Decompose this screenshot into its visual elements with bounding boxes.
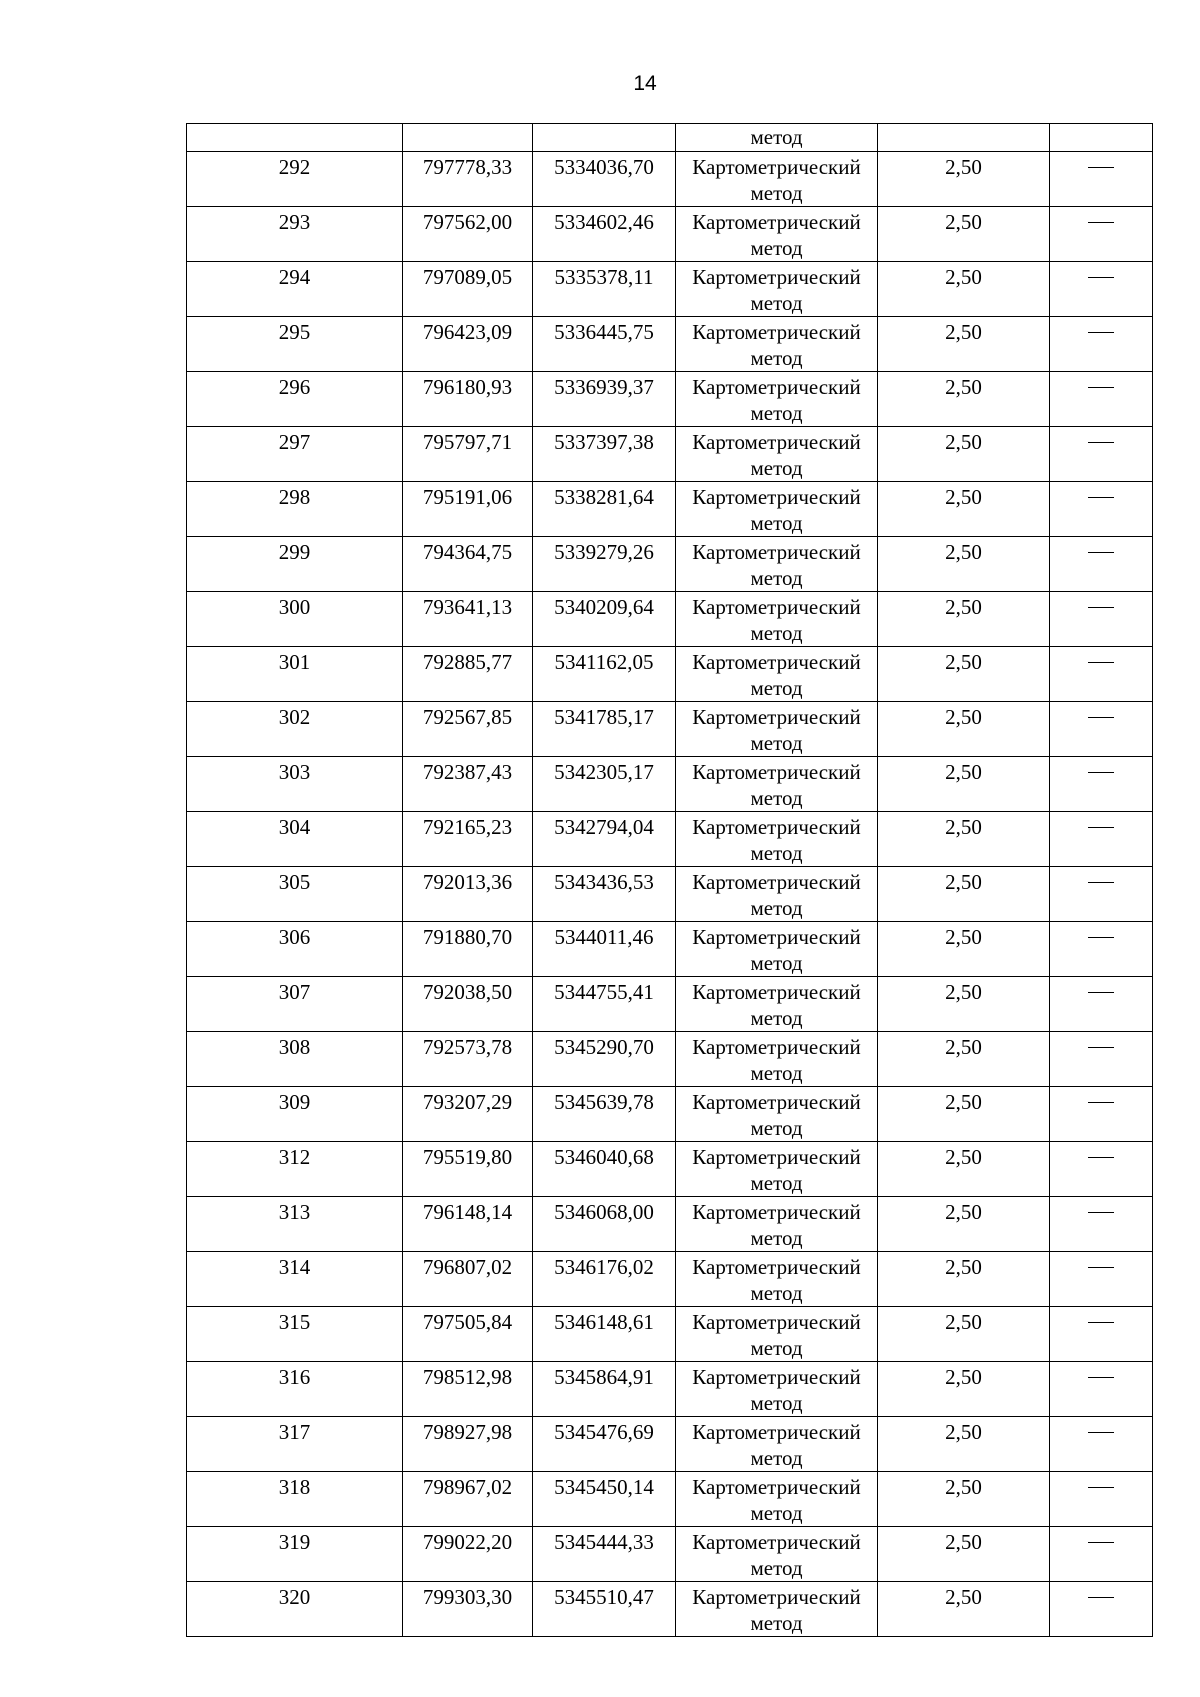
cell-accuracy: 2,50 [878, 1527, 1050, 1582]
dash-icon [1088, 1542, 1114, 1543]
cell-method [676, 427, 878, 482]
table-row [187, 482, 1153, 537]
cell-method [676, 537, 878, 592]
cell-method [676, 1472, 878, 1527]
cell-description [1050, 207, 1153, 262]
cell-point: 301 [187, 647, 403, 702]
method-line-1: Картометрический [692, 650, 861, 674]
table-row [187, 812, 1153, 867]
cell-accuracy: 2,50 [878, 1307, 1050, 1362]
method-line-1: Картометрический [692, 1035, 861, 1059]
cell-point: 314 [187, 1252, 403, 1307]
cell-point: 318 [187, 1472, 403, 1527]
cell-method [676, 207, 878, 262]
dash-icon [1088, 1102, 1114, 1103]
cell-method [676, 757, 878, 812]
cell-x: 792165,23 [403, 812, 533, 867]
dash-icon [1088, 222, 1114, 223]
cell-description [1050, 262, 1153, 317]
cell-x: 798512,98 [403, 1362, 533, 1417]
cell-point: 297 [187, 427, 403, 482]
method-line-1: Картометрический [692, 925, 861, 949]
dash-icon [1088, 827, 1114, 828]
cell-x: 796807,02 [403, 1252, 533, 1307]
cell-accuracy: 2,50 [878, 977, 1050, 1032]
cell-description [1050, 1307, 1153, 1362]
table-row [187, 922, 1153, 977]
cell-accuracy: 2,50 [878, 922, 1050, 977]
cell-accuracy: 2,50 [878, 1087, 1050, 1142]
coordinates-table [186, 123, 1153, 1637]
cell-x: 796148,14 [403, 1197, 533, 1252]
cell-x: 794364,75 [403, 537, 533, 592]
method-line-1: Картометрический [692, 760, 861, 784]
cell-description [1050, 592, 1153, 647]
cell-point: 304 [187, 812, 403, 867]
cell-y: 5345510,47 [533, 1582, 676, 1637]
method-line-2: метод [750, 786, 803, 810]
cell-description [1050, 1472, 1153, 1527]
cell-accuracy: 2,50 [878, 1252, 1050, 1307]
cell-point [187, 124, 403, 152]
cell-x: 796423,09 [403, 317, 533, 372]
method-line-2: метод [750, 621, 803, 645]
cell-y: 5345864,91 [533, 1362, 676, 1417]
cell-description [1050, 977, 1153, 1032]
cell-description [1050, 1527, 1153, 1582]
dash-icon [1088, 497, 1114, 498]
cell-accuracy: 2,50 [878, 152, 1050, 207]
method-line-1: Картометрический [692, 1420, 861, 1444]
dash-icon [1088, 1047, 1114, 1048]
cell-method [676, 482, 878, 537]
cell-description [1050, 1197, 1153, 1252]
method-line-2: метод [750, 1171, 803, 1195]
cell-y: 5336939,37 [533, 372, 676, 427]
table-row [187, 1527, 1153, 1582]
table-body [187, 124, 1153, 1637]
table-row [187, 537, 1153, 592]
cell-point: 317 [187, 1417, 403, 1472]
cell-method [676, 867, 878, 922]
cell-method [676, 592, 878, 647]
method-line-2: метод [750, 566, 803, 590]
cell-method [676, 922, 878, 977]
cell-description [1050, 702, 1153, 757]
cell-description [1050, 647, 1153, 702]
method-line-1: Картометрический [692, 1145, 861, 1169]
cell-x: 791880,70 [403, 922, 533, 977]
method-line-1: Картометрический [692, 1255, 861, 1279]
dash-icon [1088, 1487, 1114, 1488]
table-row [187, 1582, 1153, 1637]
cell-description [1050, 427, 1153, 482]
cell-description [1050, 1087, 1153, 1142]
cell-y: 5345476,69 [533, 1417, 676, 1472]
cell-method [676, 317, 878, 372]
cell-x: 792013,36 [403, 867, 533, 922]
cell-accuracy [878, 124, 1050, 152]
cell-point: 298 [187, 482, 403, 537]
cell-description [1050, 372, 1153, 427]
dash-icon [1088, 1212, 1114, 1213]
cell-point: 306 [187, 922, 403, 977]
cell-accuracy: 2,50 [878, 1472, 1050, 1527]
cell-accuracy: 2,50 [878, 1582, 1050, 1637]
cell-method [676, 977, 878, 1032]
cell-point: 305 [187, 867, 403, 922]
cell-accuracy: 2,50 [878, 867, 1050, 922]
cell-accuracy: 2,50 [878, 207, 1050, 262]
method-line-1: Картометрический [692, 485, 861, 509]
cell-y: 5346040,68 [533, 1142, 676, 1197]
method-line-1: Картометрический [692, 1475, 861, 1499]
method-line-1: Картометрический [692, 1310, 861, 1334]
cell-description [1050, 317, 1153, 372]
cell-point: 320 [187, 1582, 403, 1637]
method-line-1: Картометрический [692, 540, 861, 564]
cell-point: 302 [187, 702, 403, 757]
cell-description [1050, 812, 1153, 867]
cell-method [676, 372, 878, 427]
cell-x: 793207,29 [403, 1087, 533, 1142]
cell-y: 5342794,04 [533, 812, 676, 867]
table-row-continued [187, 124, 1153, 152]
table-row [187, 317, 1153, 372]
cell-point: 319 [187, 1527, 403, 1582]
dash-icon [1088, 1597, 1114, 1598]
cell-x: 795519,80 [403, 1142, 533, 1197]
cell-accuracy: 2,50 [878, 1032, 1050, 1087]
cell-x: 799022,20 [403, 1527, 533, 1582]
cell-description [1050, 1032, 1153, 1087]
cell-y: 5346148,61 [533, 1307, 676, 1362]
cell-description [1050, 1142, 1153, 1197]
cell-y: 5345639,78 [533, 1087, 676, 1142]
method-line-1: Картометрический [692, 870, 861, 894]
method-line-1: Картометрический [692, 155, 861, 179]
table-row [187, 207, 1153, 262]
method-line-1: Картометрический [692, 375, 861, 399]
table-row [187, 1307, 1153, 1362]
method-line-2: метод [750, 401, 803, 425]
cell-accuracy: 2,50 [878, 702, 1050, 757]
dash-icon [1088, 1267, 1114, 1268]
cell-point: 293 [187, 207, 403, 262]
cell-y: 5344755,41 [533, 977, 676, 1032]
table-row [187, 1142, 1153, 1197]
cell-point: 303 [187, 757, 403, 812]
cell-y: 5346176,02 [533, 1252, 676, 1307]
method-line-2: метод [750, 676, 803, 700]
dash-icon [1088, 552, 1114, 553]
cell-x: 797778,33 [403, 152, 533, 207]
cell-method [676, 1252, 878, 1307]
cell-accuracy: 2,50 [878, 757, 1050, 812]
cell-method [676, 1362, 878, 1417]
cell-point: 307 [187, 977, 403, 1032]
cell-method [676, 647, 878, 702]
cell-description [1050, 1582, 1153, 1637]
cell-y: 5334036,70 [533, 152, 676, 207]
dash-icon [1088, 992, 1114, 993]
cell-y: 5338281,64 [533, 482, 676, 537]
table-row [187, 1417, 1153, 1472]
cell-x: 792567,85 [403, 702, 533, 757]
method-line-2: метод [750, 1611, 803, 1635]
cell-point: 294 [187, 262, 403, 317]
table-row [187, 1252, 1153, 1307]
cell-description [1050, 922, 1153, 977]
cell-x: 792038,50 [403, 977, 533, 1032]
cell-accuracy: 2,50 [878, 1197, 1050, 1252]
cell-method [676, 124, 878, 152]
cell-method [676, 1032, 878, 1087]
table-row [187, 1032, 1153, 1087]
cell-description [1050, 1417, 1153, 1472]
cell-x: 793641,13 [403, 592, 533, 647]
method-line-2: метод [750, 291, 803, 315]
method-line-2: метод [750, 1501, 803, 1525]
method-line-1: Картометрический [692, 815, 861, 839]
cell-description [1050, 152, 1153, 207]
dash-icon [1088, 772, 1114, 773]
method-line-1: Картометрический [692, 1090, 861, 1114]
dash-icon [1088, 882, 1114, 883]
cell-description [1050, 537, 1153, 592]
cell-y: 5340209,64 [533, 592, 676, 647]
cell-accuracy: 2,50 [878, 1417, 1050, 1472]
method-line-2: метод [750, 511, 803, 535]
cell-y: 5334602,46 [533, 207, 676, 262]
method-line-2: метод [750, 181, 803, 205]
cell-method [676, 1142, 878, 1197]
cell-accuracy: 2,50 [878, 1142, 1050, 1197]
method-tail: метод [750, 125, 803, 149]
cell-point: 299 [187, 537, 403, 592]
table-row [187, 592, 1153, 647]
cell-x: 795191,06 [403, 482, 533, 537]
table-row [187, 427, 1153, 482]
cell-description [1050, 1362, 1153, 1417]
method-line-1: Картометрический [692, 595, 861, 619]
cell-x: 792885,77 [403, 647, 533, 702]
cell-y: 5335378,11 [533, 262, 676, 317]
method-line-1: Картометрический [692, 980, 861, 1004]
dash-icon [1088, 1432, 1114, 1433]
cell-point: 316 [187, 1362, 403, 1417]
cell-accuracy: 2,50 [878, 812, 1050, 867]
cell-point: 300 [187, 592, 403, 647]
method-line-2: метод [750, 1116, 803, 1140]
cell-x: 792573,78 [403, 1032, 533, 1087]
method-line-2: метод [750, 731, 803, 755]
cell-point: 296 [187, 372, 403, 427]
method-line-1: Картометрический [692, 705, 861, 729]
cell-y: 5342305,17 [533, 757, 676, 812]
method-line-2: метод [750, 1336, 803, 1360]
cell-point: 309 [187, 1087, 403, 1142]
cell-method [676, 1197, 878, 1252]
cell-description [1050, 124, 1153, 152]
table-row [187, 1362, 1153, 1417]
cell-accuracy: 2,50 [878, 647, 1050, 702]
cell-x: 797089,05 [403, 262, 533, 317]
cell-accuracy: 2,50 [878, 537, 1050, 592]
method-line-1: Картометрический [692, 1530, 861, 1554]
dash-icon [1088, 1322, 1114, 1323]
dash-icon [1088, 277, 1114, 278]
method-line-2: метод [750, 951, 803, 975]
cell-method [676, 1527, 878, 1582]
method-line-2: метод [750, 1446, 803, 1470]
method-line-2: метод [750, 896, 803, 920]
cell-description [1050, 482, 1153, 537]
method-line-2: метод [750, 841, 803, 865]
dash-icon [1088, 167, 1114, 168]
dash-icon [1088, 332, 1114, 333]
method-line-1: Картометрический [692, 320, 861, 344]
cell-x: 795797,71 [403, 427, 533, 482]
cell-x: 798967,02 [403, 1472, 533, 1527]
dash-icon [1088, 1377, 1114, 1378]
cell-method [676, 1087, 878, 1142]
dash-icon [1088, 387, 1114, 388]
cell-description [1050, 757, 1153, 812]
method-line-2: метод [750, 1391, 803, 1415]
cell-x: 792387,43 [403, 757, 533, 812]
dash-icon [1088, 1157, 1114, 1158]
cell-point: 315 [187, 1307, 403, 1362]
table-row [187, 867, 1153, 922]
method-line-2: метод [750, 1006, 803, 1030]
cell-x: 797505,84 [403, 1307, 533, 1362]
dash-icon [1088, 937, 1114, 938]
cell-accuracy: 2,50 [878, 262, 1050, 317]
cell-accuracy: 2,50 [878, 1362, 1050, 1417]
method-line-2: метод [750, 346, 803, 370]
cell-point: 313 [187, 1197, 403, 1252]
cell-description [1050, 1252, 1153, 1307]
table-row [187, 647, 1153, 702]
table-row [187, 977, 1153, 1032]
method-line-2: метод [750, 1281, 803, 1305]
cell-method [676, 812, 878, 867]
cell-y: 5336445,75 [533, 317, 676, 372]
cell-y: 5344011,46 [533, 922, 676, 977]
cell-y [533, 124, 676, 152]
dash-icon [1088, 717, 1114, 718]
method-line-2: метод [750, 1556, 803, 1580]
method-line-1: Картометрический [692, 210, 861, 234]
method-line-2: метод [750, 1226, 803, 1250]
cell-point: 308 [187, 1032, 403, 1087]
table-row [187, 702, 1153, 757]
method-line-2: метод [750, 456, 803, 480]
cell-x: 799303,30 [403, 1582, 533, 1637]
cell-accuracy: 2,50 [878, 317, 1050, 372]
method-line-1: Картометрический [692, 265, 861, 289]
cell-description [1050, 867, 1153, 922]
dash-icon [1088, 607, 1114, 608]
cell-y: 5341162,05 [533, 647, 676, 702]
cell-y: 5346068,00 [533, 1197, 676, 1252]
page-number: 14 [633, 72, 657, 95]
table-row [187, 1472, 1153, 1527]
cell-point: 312 [187, 1142, 403, 1197]
method-line-2: метод [750, 236, 803, 260]
cell-y: 5345290,70 [533, 1032, 676, 1087]
dash-icon [1088, 442, 1114, 443]
method-line-2: метод [750, 1061, 803, 1085]
table-row [187, 757, 1153, 812]
cell-method [676, 1307, 878, 1362]
cell-point: 292 [187, 152, 403, 207]
cell-method [676, 1417, 878, 1472]
cell-y: 5337397,38 [533, 427, 676, 482]
cell-x: 796180,93 [403, 372, 533, 427]
cell-x [403, 124, 533, 152]
cell-y: 5343436,53 [533, 867, 676, 922]
method-line-1: Картометрический [692, 1585, 861, 1609]
table-row [187, 1197, 1153, 1252]
cell-method [676, 152, 878, 207]
cell-accuracy: 2,50 [878, 427, 1050, 482]
cell-x: 797562,00 [403, 207, 533, 262]
cell-method [676, 262, 878, 317]
cell-method [676, 1582, 878, 1637]
cell-accuracy: 2,50 [878, 372, 1050, 427]
cell-y: 5339279,26 [533, 537, 676, 592]
cell-point: 295 [187, 317, 403, 372]
method-line-1: Картометрический [692, 1365, 861, 1389]
cell-y: 5345450,14 [533, 1472, 676, 1527]
table-row [187, 372, 1153, 427]
cell-method [676, 702, 878, 757]
table-row [187, 1087, 1153, 1142]
cell-x: 798927,98 [403, 1417, 533, 1472]
cell-accuracy: 2,50 [878, 592, 1050, 647]
method-line-1: Картометрический [692, 1200, 861, 1224]
table-row [187, 152, 1153, 207]
cell-y: 5345444,33 [533, 1527, 676, 1582]
cell-accuracy: 2,50 [878, 482, 1050, 537]
table-row [187, 262, 1153, 317]
cell-y: 5341785,17 [533, 702, 676, 757]
method-line-1: Картометрический [692, 430, 861, 454]
dash-icon [1088, 662, 1114, 663]
